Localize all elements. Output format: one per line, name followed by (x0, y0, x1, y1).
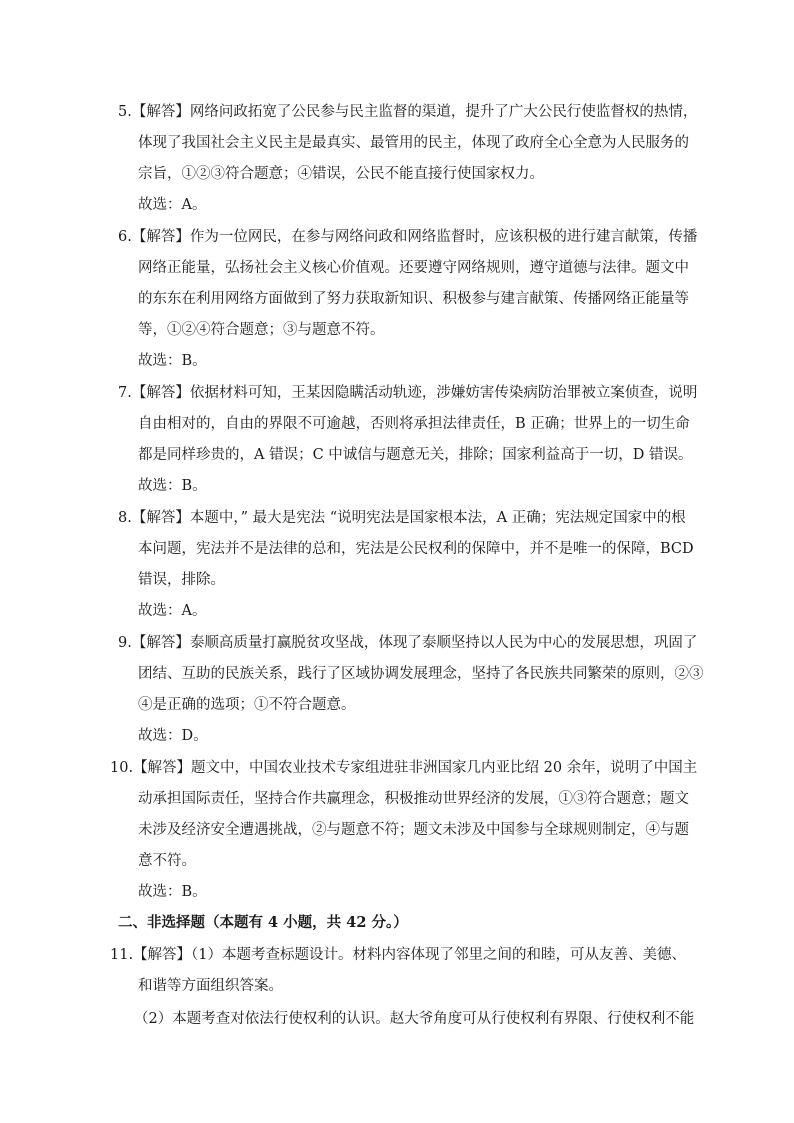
q10-line-1: 10.【解答】题文中，中国农业技术专家组进驻非洲国家几内亚比绍 20 余年，说明了中国主 (110, 760, 698, 776)
q6-line-2: 网络正能量，弘扬社会主义核心价值观。还要遵守网络规则，遵守道德与法律。题文中 (138, 260, 689, 276)
q10-answer: 故选：B。 (138, 884, 207, 900)
q7-line-3: 都是同样珍贵的，A 错误；C 中诚信与题意无关，排除；国家利益高于一切，D 错误。 (138, 447, 693, 463)
q6-line-3: 的东东在利用网络方面做到了努力获取新知识、积极参与建言献策、传播网络正能量等 (138, 291, 689, 307)
q7-line-2: 自由相对的，自由的界限不可逾越，否则将承担法律责任，B 正确；世界上的一切生命 (138, 416, 690, 432)
q10-line-4: 意不符。 (138, 853, 196, 869)
q7-line-1: 7.【解答】依据材料可知，王某因隐瞒活动轨迹，涉嫌妨害传染病防治罪被立案侦查，说明 (118, 385, 698, 401)
section-heading: 二、非选择题（本题有 4 小题，共 42 分。） (118, 914, 408, 931)
q11-line-1: 11.【解答】（1）本题考查标题设计。材料内容体现了邻里之间的和睦，可从友善、美德、 (110, 947, 687, 963)
q8-line-1: 8.【解答】本题中，” 最大是宪法 “说明宪法是国家根本法，A 正确；宪法规定国家中的根 (118, 510, 686, 526)
q10-line-2: 动承担国际责任，坚持合作共赢理念，积极推动世界经济的发展，①③符合题意；题文 (138, 791, 689, 807)
q7-answer: 故选：B。 (138, 478, 207, 494)
q5-answer: 故选：A。 (138, 197, 207, 213)
q8-line-3: 错误，排除。 (138, 572, 225, 588)
q5-line-2: 体现了我国社会主义民主是最真实、最管用的民主，体现了政府全心全意为人民服务的 (138, 135, 689, 151)
q11-sub2: （2）本题考查对依法行使权利的认识。赵大爷角度可从行使权利有界限、行使权利不能 (134, 1011, 695, 1027)
q8-answer: 故选：A。 (138, 603, 207, 619)
q6-line-4: 等，①②④符合题意；③与题意不符。 (138, 322, 385, 338)
q9-line-3: ④是正确的选项；①不符合题意。 (138, 697, 356, 713)
q6-line-1: 6.【解答】作为一位网民，在参与网络问政和网络监督时，应该积极的进行建言献策，传播 (118, 229, 698, 245)
q11-line-2: 和谐等方面组织答案。 (138, 978, 283, 994)
q6-answer: 故选：B。 (138, 353, 207, 369)
q5-line-3: 宗旨，①②③符合题意；④错误，公民不能直接行使国家权力。 (138, 166, 544, 182)
q5-line-1: 5.【解答】网络问政拓宽了公民参与民主监督的渠道，提升了广大公民行使监督权的热情， (118, 104, 698, 120)
q9-line-2: 团结、互助的民族关系，践行了区域协调发展理念，坚持了各民族共同繁荣的原则，②③ (138, 666, 704, 682)
q9-line-1: 9.【解答】泰顺高质量打赢脱贫攻坚战，体现了泰顺坚持以人民为中心的发展思想，巩固了 (118, 635, 698, 651)
q10-line-3: 未涉及经济安全遭遇挑战，②与题意不符；题文未涉及中国参与全球规则制定，④与题 (138, 822, 689, 838)
q8-line-2: 本问题，宪法并不是法律的总和，宪法是公民权利的保障中，并不是唯一的保障，BCD (138, 541, 694, 557)
q9-answer: 故选：D。 (138, 728, 208, 744)
